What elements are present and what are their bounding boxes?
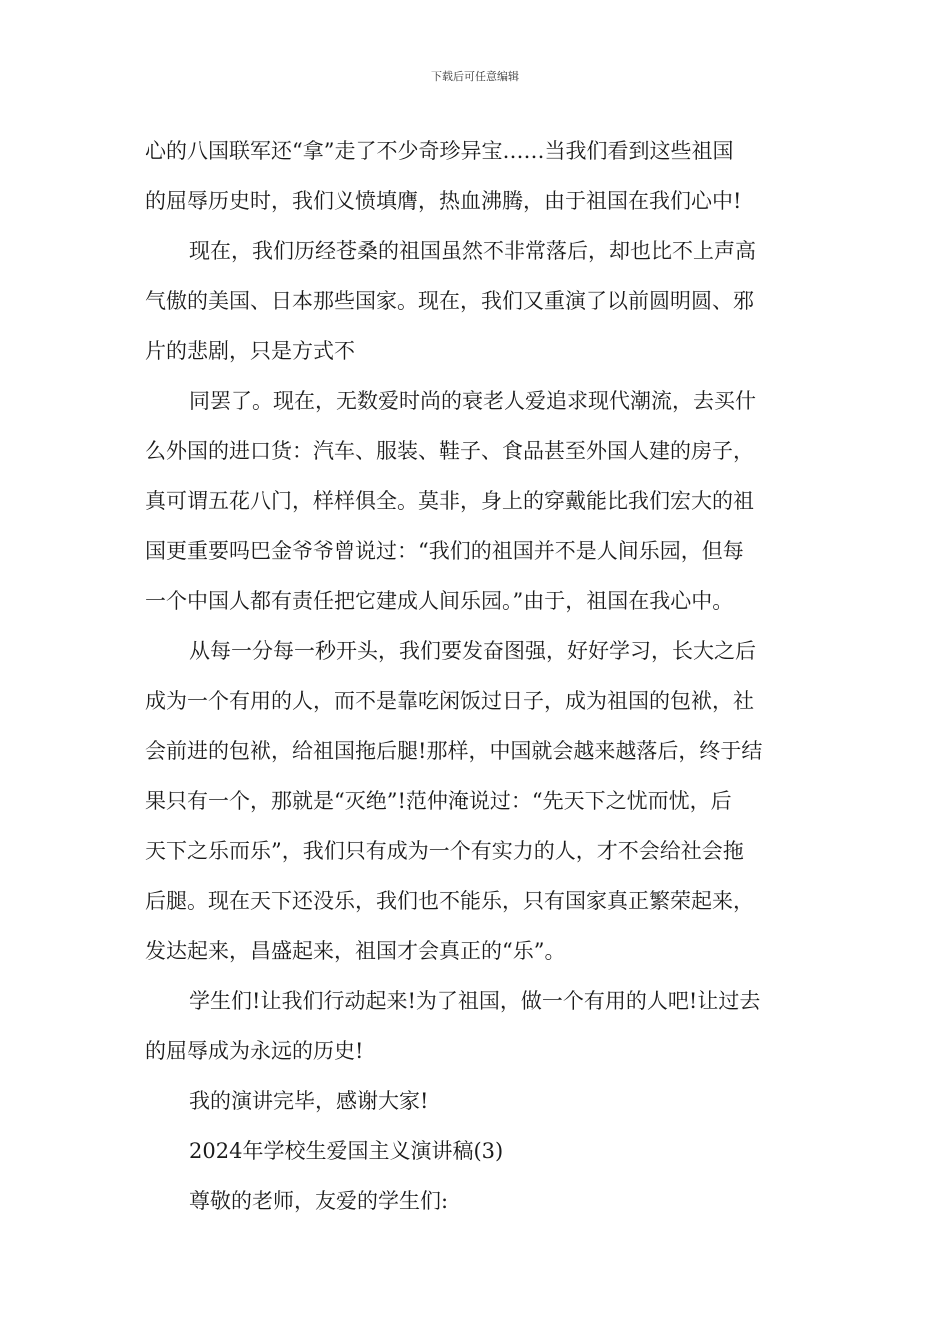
text-line: 会前进的包袱，给祖国拖后腿!那样，中国就会越来越落后，终于结 [145,739,763,763]
text-line: 的屈辱成为永远的历史! [145,1039,364,1063]
text-line: 一个中国人都有责任把它建成人间乐园。”由于，祖国在我心中。 [145,589,734,613]
paragraph-start-line: 学生们!让我们行动起来!为了祖国，做一个有用的人吧!让过去 [189,989,761,1013]
text-line: 天下之乐而乐”，我们只有成为一个有实力的人，才不会给社会拖 [145,839,744,863]
text-line: 发达起来，昌盛起来，祖国才会真正的“乐”。 [145,939,566,963]
paragraph-start-line: 现在，我们历经苍桑的祖国虽然不非常落后，却也比不上声高 [189,239,756,263]
text-line: 气傲的美国、日本那些国家。现在，我们又重演了以前圆明圆、邪 [145,289,754,313]
salutation-line: 尊敬的老师，友爱的学生们: [189,1189,449,1213]
text-line: 的屈辱历史时，我们义愤填膺，热血沸腾，由于祖国在我们心中! [145,189,742,213]
text-line: 么外国的进口货：汽车、服装、鞋子、食品甚至外国人建的房子， [145,439,754,463]
text-line: 后腿。现在天下还没乐，我们也不能乐，只有国家真正繁荣起来， [145,889,754,913]
page-header: 下载后可任意编辑 [431,70,519,83]
text-line: 成为一个有用的人，而不是靠吃闲饭过日子，成为祖国的包袱，社 [145,689,754,713]
text-line: 心的八国联军还“拿”走了不少奇珍异宝……当我们看到这些祖国 [145,139,734,163]
text-line: 国更重要吗巴金爷爷曾说过：“我们的祖国并不是人间乐园，但每 [145,539,744,563]
paragraph-start-line: 同罢了。现在，无数爱时尚的衰老人爱追求现代潮流，去买什 [189,389,756,413]
text-line: 真可谓五花八门，样样俱全。莫非，身上的穿戴能比我们宏大的祖 [145,489,754,513]
paragraph-start-line: 从每一分每一秒开头，我们要发奋图强，好好学习，长大之后 [189,639,756,663]
closing-line: 我的演讲完毕，感谢大家! [189,1089,429,1113]
document-body [145,126,810,1226]
section-title: 2024年学校生爱国主义演讲稿(3) [189,1139,504,1163]
text-line: 片的悲剧，只是方式不 [145,339,355,363]
text-line: 果只有一个，那就是“灭绝”!范仲淹说过：“先天下之忧而忧，后 [145,789,732,813]
